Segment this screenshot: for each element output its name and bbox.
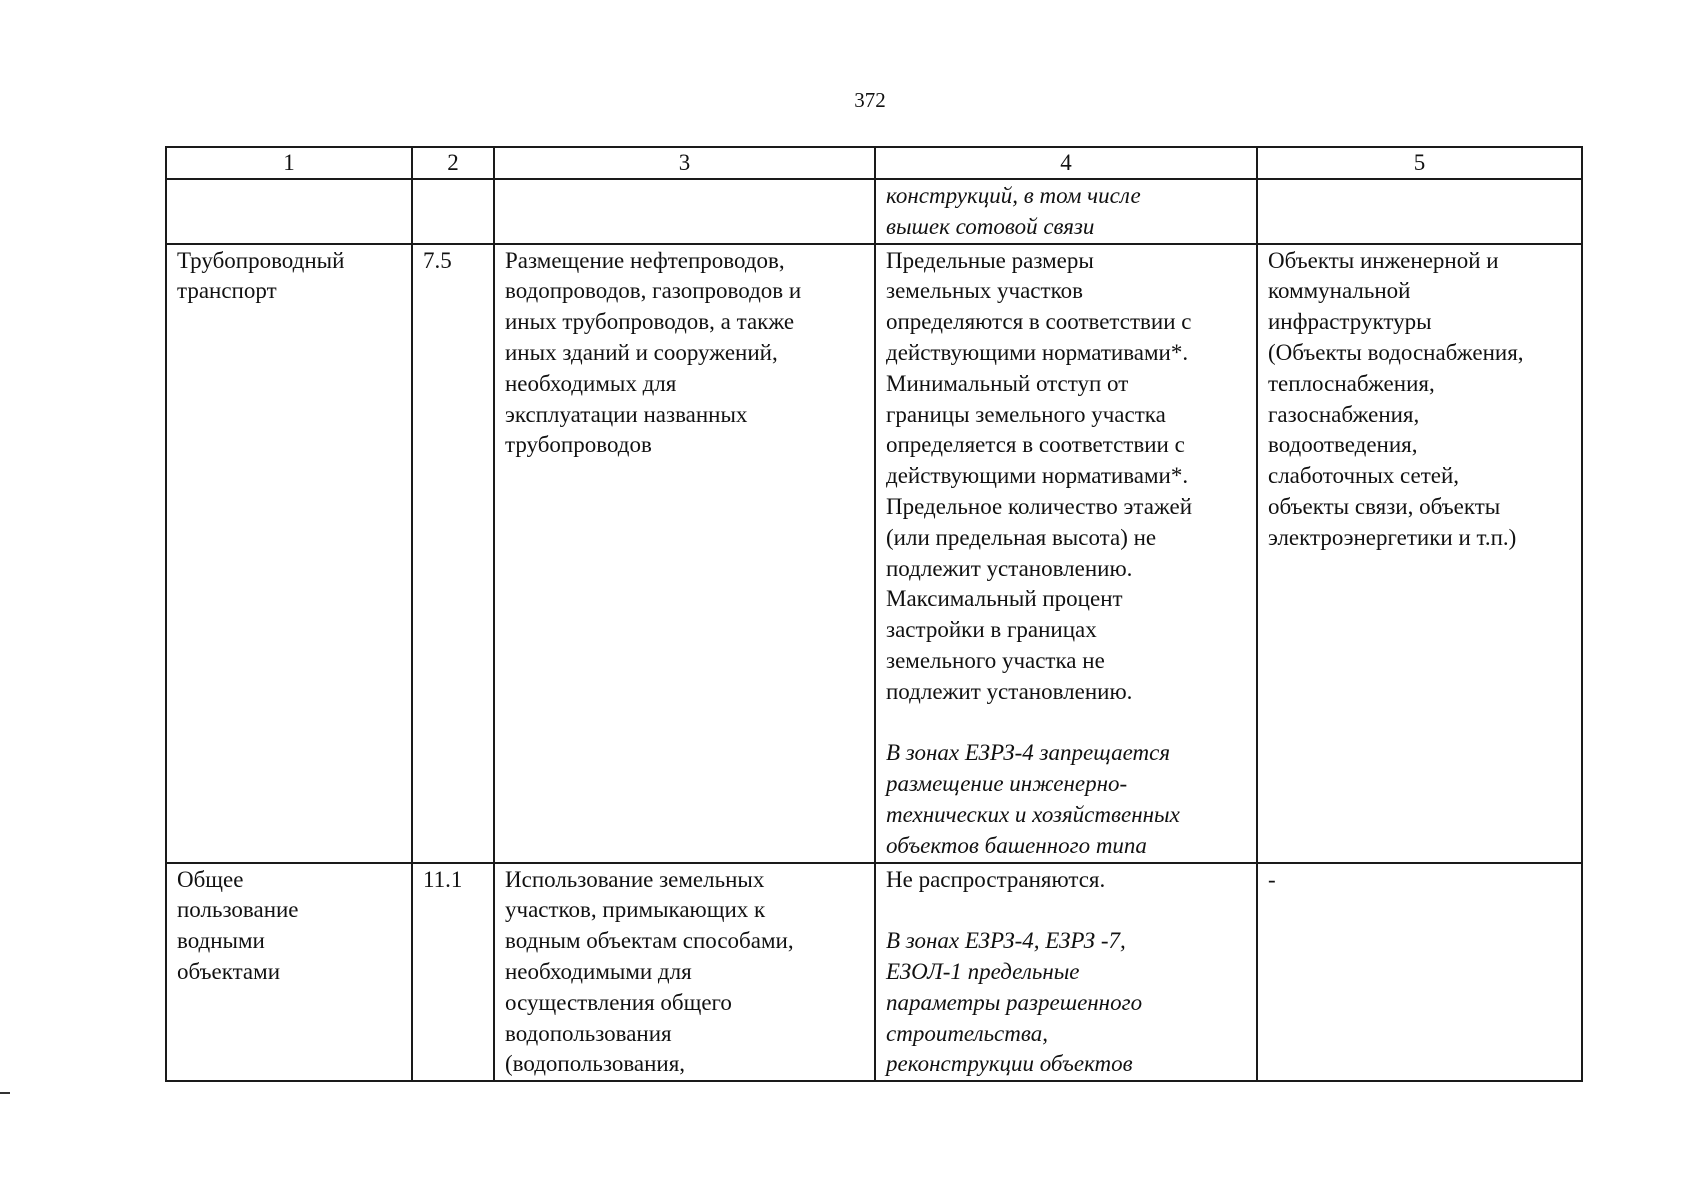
text-line: В зонах ЕЗРЗ-4, ЕЗРЗ -7, [886,928,1126,954]
cell-continuation-col3 [494,179,875,244]
text-line: объектами [177,958,281,984]
cell-auxiliary-uses [1257,863,1582,1082]
text-line: пользование [177,897,299,923]
text-line: (Объекты водоснабжения, [1268,339,1524,365]
header-col-2: 2 [412,147,494,179]
text-line: водопользования [505,1020,672,1046]
cell-use-name [166,244,412,863]
text-line: газоснабжения, [1268,401,1420,427]
page-number: 372 [854,88,886,112]
text-line: необходимыми для [505,958,692,984]
continuation-row [166,179,1582,244]
text-line: определяется в соответствии с [886,432,1185,458]
text-line: параметры разрешенного [886,989,1143,1015]
text-line: Предельные размеры [886,247,1094,273]
header-col-3: 3 [494,147,875,179]
text-line: строительства, [886,1020,1048,1046]
cell-use-description [494,863,875,1082]
cell-use-code [412,863,494,1082]
cell-continuation-col1 [166,179,412,244]
text-line: Объекты инженерной и [1268,247,1499,273]
cell-continuation-col2 [412,179,494,244]
header-row [166,147,1582,179]
cell-parameters [875,863,1257,1082]
text-line: 11.1 [423,866,463,892]
cell-continuation-col5 [1257,179,1582,244]
text-line: коммунальной [1268,278,1411,304]
cell-continuation-col4 [875,179,1257,244]
text-line: слаботочных сетей, [1268,463,1460,489]
header-col-1: 1 [166,147,412,179]
text-line: земельного участка не [886,647,1105,673]
text-line: электроэнергетики и т.п.) [1268,524,1517,550]
text-line: действующими нормативами*. [886,339,1189,365]
text-line: размещение инженерно- [886,771,1128,797]
text-line: подлежит установлению. [886,555,1133,581]
text-line: действующими нормативами*. [886,463,1189,489]
text-line: 7.5 [423,247,452,273]
text-line: Трубопроводный [177,247,345,273]
text-line: Использование земельных [505,866,765,892]
text-line: Максимальный процент [886,586,1123,612]
text-line: участков, примыкающих к [505,897,766,923]
text-line: ЕЗОЛ-1 предельные [886,958,1080,984]
text-line: водными [177,928,265,954]
text-line: осуществления общего [505,989,732,1015]
text-line: конструкций, в том числе [886,183,1141,208]
text-line: реконструкции объектов [886,1051,1133,1077]
cell-auxiliary-uses [1257,244,1582,863]
text-line: трубопроводов [505,432,652,458]
paragraph-gap [886,895,1246,926]
text-line: водоотведения, [1268,432,1418,458]
text-line: водопроводов, газопроводов и [505,278,802,304]
text-line: (водопользования, [505,1051,686,1077]
text-line: технических и хозяйственных [886,801,1180,827]
header-col-4: 4 [875,147,1257,179]
text-line: необходимых для [505,370,677,396]
paragraph-gap [886,708,1246,739]
text-line: (или предельная высота) не [886,524,1157,550]
text-line: земельных участков [886,278,1083,304]
text-line: В зонах ЕЗРЗ-4 запрещается [886,740,1171,766]
text-line: Общее [177,866,244,892]
text-line: Минимальный отступ от [886,370,1129,396]
text-line: транспорт [177,278,277,304]
text-line: инфраструктуры [1268,309,1432,335]
text-line: теплоснабжения, [1268,370,1435,396]
cell-use-name [166,863,412,1082]
row-water-use [166,863,1582,1082]
text-line: иных трубопроводов, а также [505,309,795,335]
cell-use-description [494,244,875,863]
text-line: границы земельного участка [886,401,1166,427]
text-line: водным объектам способами, [505,928,794,954]
text-line: объекты связи, объекты [1268,493,1501,519]
header-col-5: 5 [1257,147,1582,179]
text-line: эксплуатации названных [505,401,748,427]
text-line: вышек сотовой связи [886,213,1095,239]
text-line: подлежит установлению. [886,678,1133,704]
row-pipeline-transport [166,244,1582,863]
text-line: иных зданий и сооружений, [505,339,778,365]
zoning-table [165,146,1583,1082]
text-line: объектов башенного типа [886,832,1147,858]
text-line: Не распространяются. [886,866,1106,892]
text-line: определяются в соответствии с [886,309,1192,335]
cell-use-code [412,244,494,863]
text-line: Предельное количество этажей [886,493,1193,519]
text-line: Размещение нефтепроводов, [505,247,785,273]
text-line: - [1268,866,1276,892]
scan-margin-mark [0,1092,10,1094]
cell-parameters [875,244,1257,863]
text-line: застройки в границах [886,617,1097,643]
